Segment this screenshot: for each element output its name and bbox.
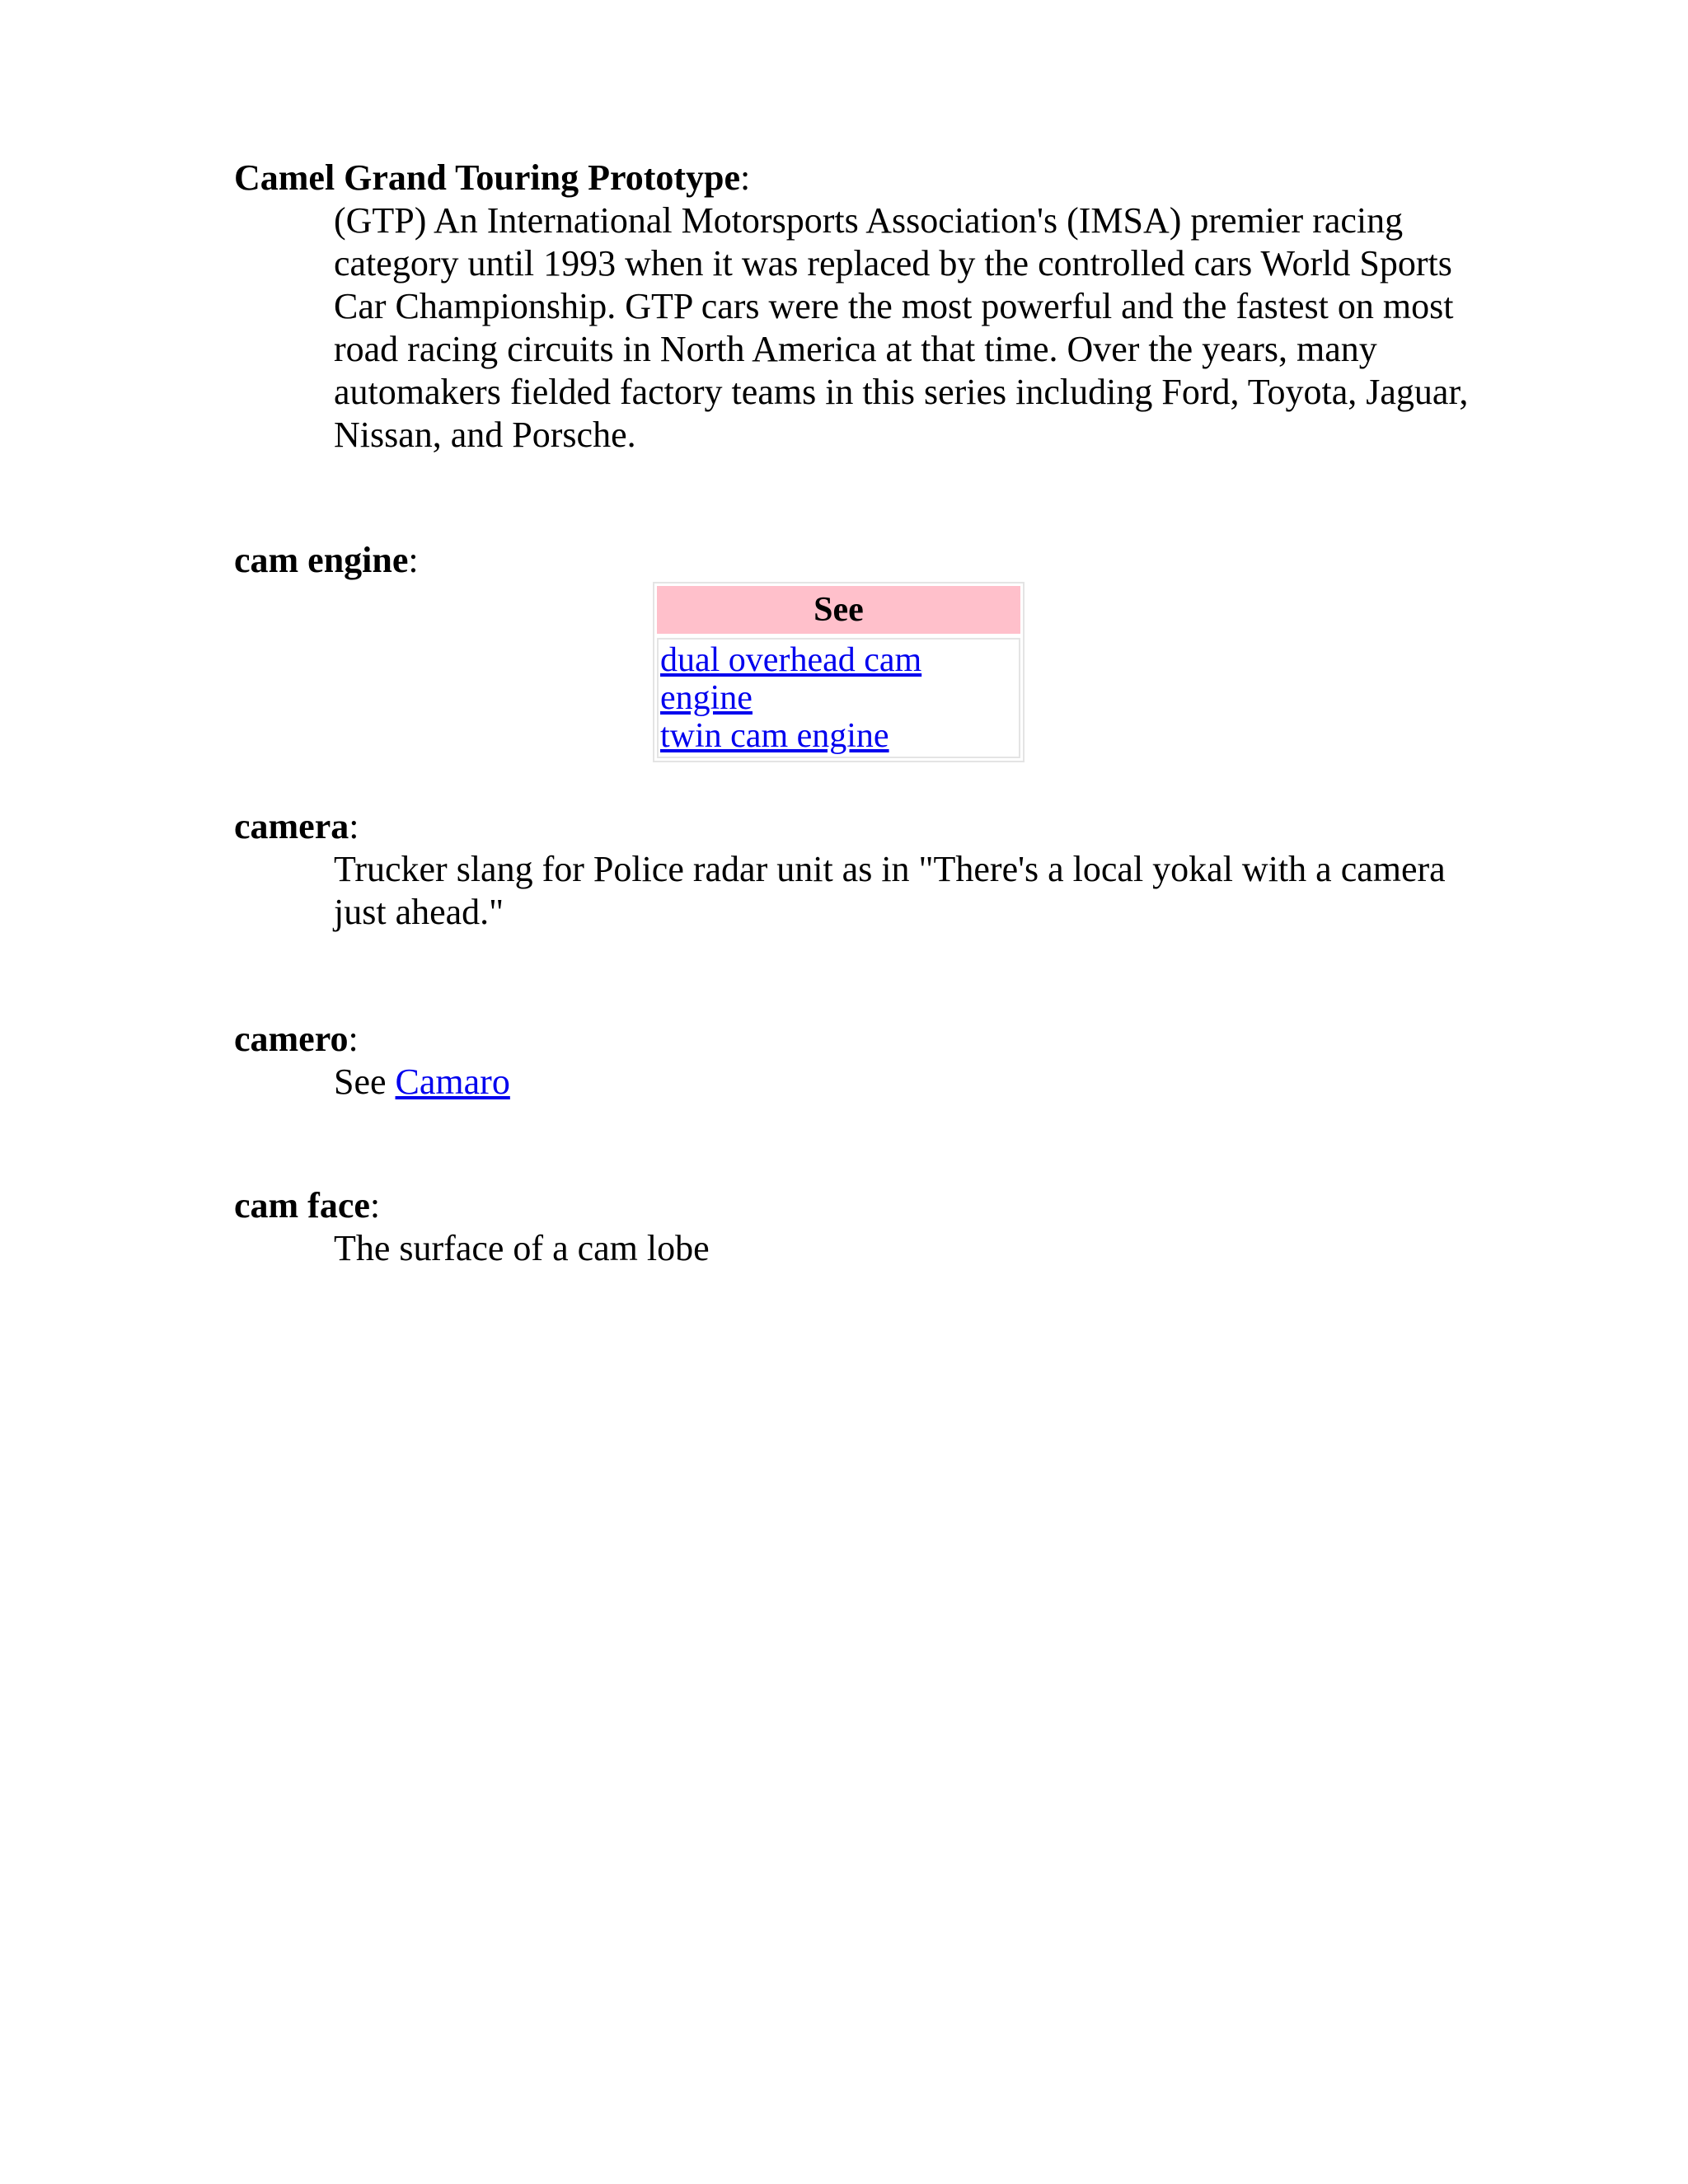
see-prefix: See bbox=[334, 1062, 396, 1102]
glossary-page bbox=[234, 157, 1470, 1270]
see-also-body bbox=[657, 638, 1020, 758]
entry-cam-engine bbox=[234, 539, 1470, 762]
term-colon: : bbox=[349, 806, 359, 846]
term-name: Camel Grand Touring Prototype bbox=[234, 157, 741, 198]
term-name: cam engine bbox=[234, 540, 409, 580]
term-colon: : bbox=[369, 1185, 381, 1226]
term-colon: : bbox=[740, 157, 751, 198]
term-definition: The surface of a cam lobe bbox=[334, 1228, 710, 1268]
entry-camero bbox=[234, 1018, 1470, 1104]
term-heading bbox=[234, 539, 1470, 582]
term-name: cam face bbox=[234, 1185, 370, 1226]
term-definition bbox=[334, 1061, 1479, 1104]
entry-camel-grand-touring-prototype bbox=[234, 157, 1470, 457]
term-heading bbox=[234, 1018, 1470, 1061]
term-name: camera bbox=[234, 806, 349, 846]
term-heading bbox=[234, 157, 1470, 199]
entry-camera bbox=[234, 805, 1470, 934]
term-name: camero bbox=[234, 1019, 349, 1059]
term-heading bbox=[234, 1184, 1470, 1227]
link-dual-overhead-cam-engine[interactable]: dual overhead cam engine bbox=[660, 641, 922, 717]
term-colon: : bbox=[348, 1019, 359, 1059]
term-colon: : bbox=[408, 540, 419, 580]
term-definition: (GTP) An International Motorsports Association's (IMSA) premier racing category until 1993 when it was replaced by the controlled cars World Sports Car Championship. GTP cars were the most powerful and the fastest on most road racing circuits in North America at that time. Over the years, many automakers fielded factory teams in this series including Ford, Toyota, Jaguar, Nissan, and Porsche. bbox=[334, 200, 1469, 455]
entry-cam-face bbox=[234, 1184, 1470, 1270]
see-also-header: See bbox=[657, 586, 1020, 634]
link-camaro[interactable]: Camaro bbox=[395, 1062, 510, 1102]
term-definition: Trucker slang for Police radar unit as in "There's a local yokal with a camera just ahead." bbox=[334, 849, 1446, 932]
see-also-table bbox=[653, 582, 1025, 762]
term-heading bbox=[234, 805, 1470, 848]
link-twin-cam-engine[interactable]: twin cam engine bbox=[660, 717, 889, 755]
